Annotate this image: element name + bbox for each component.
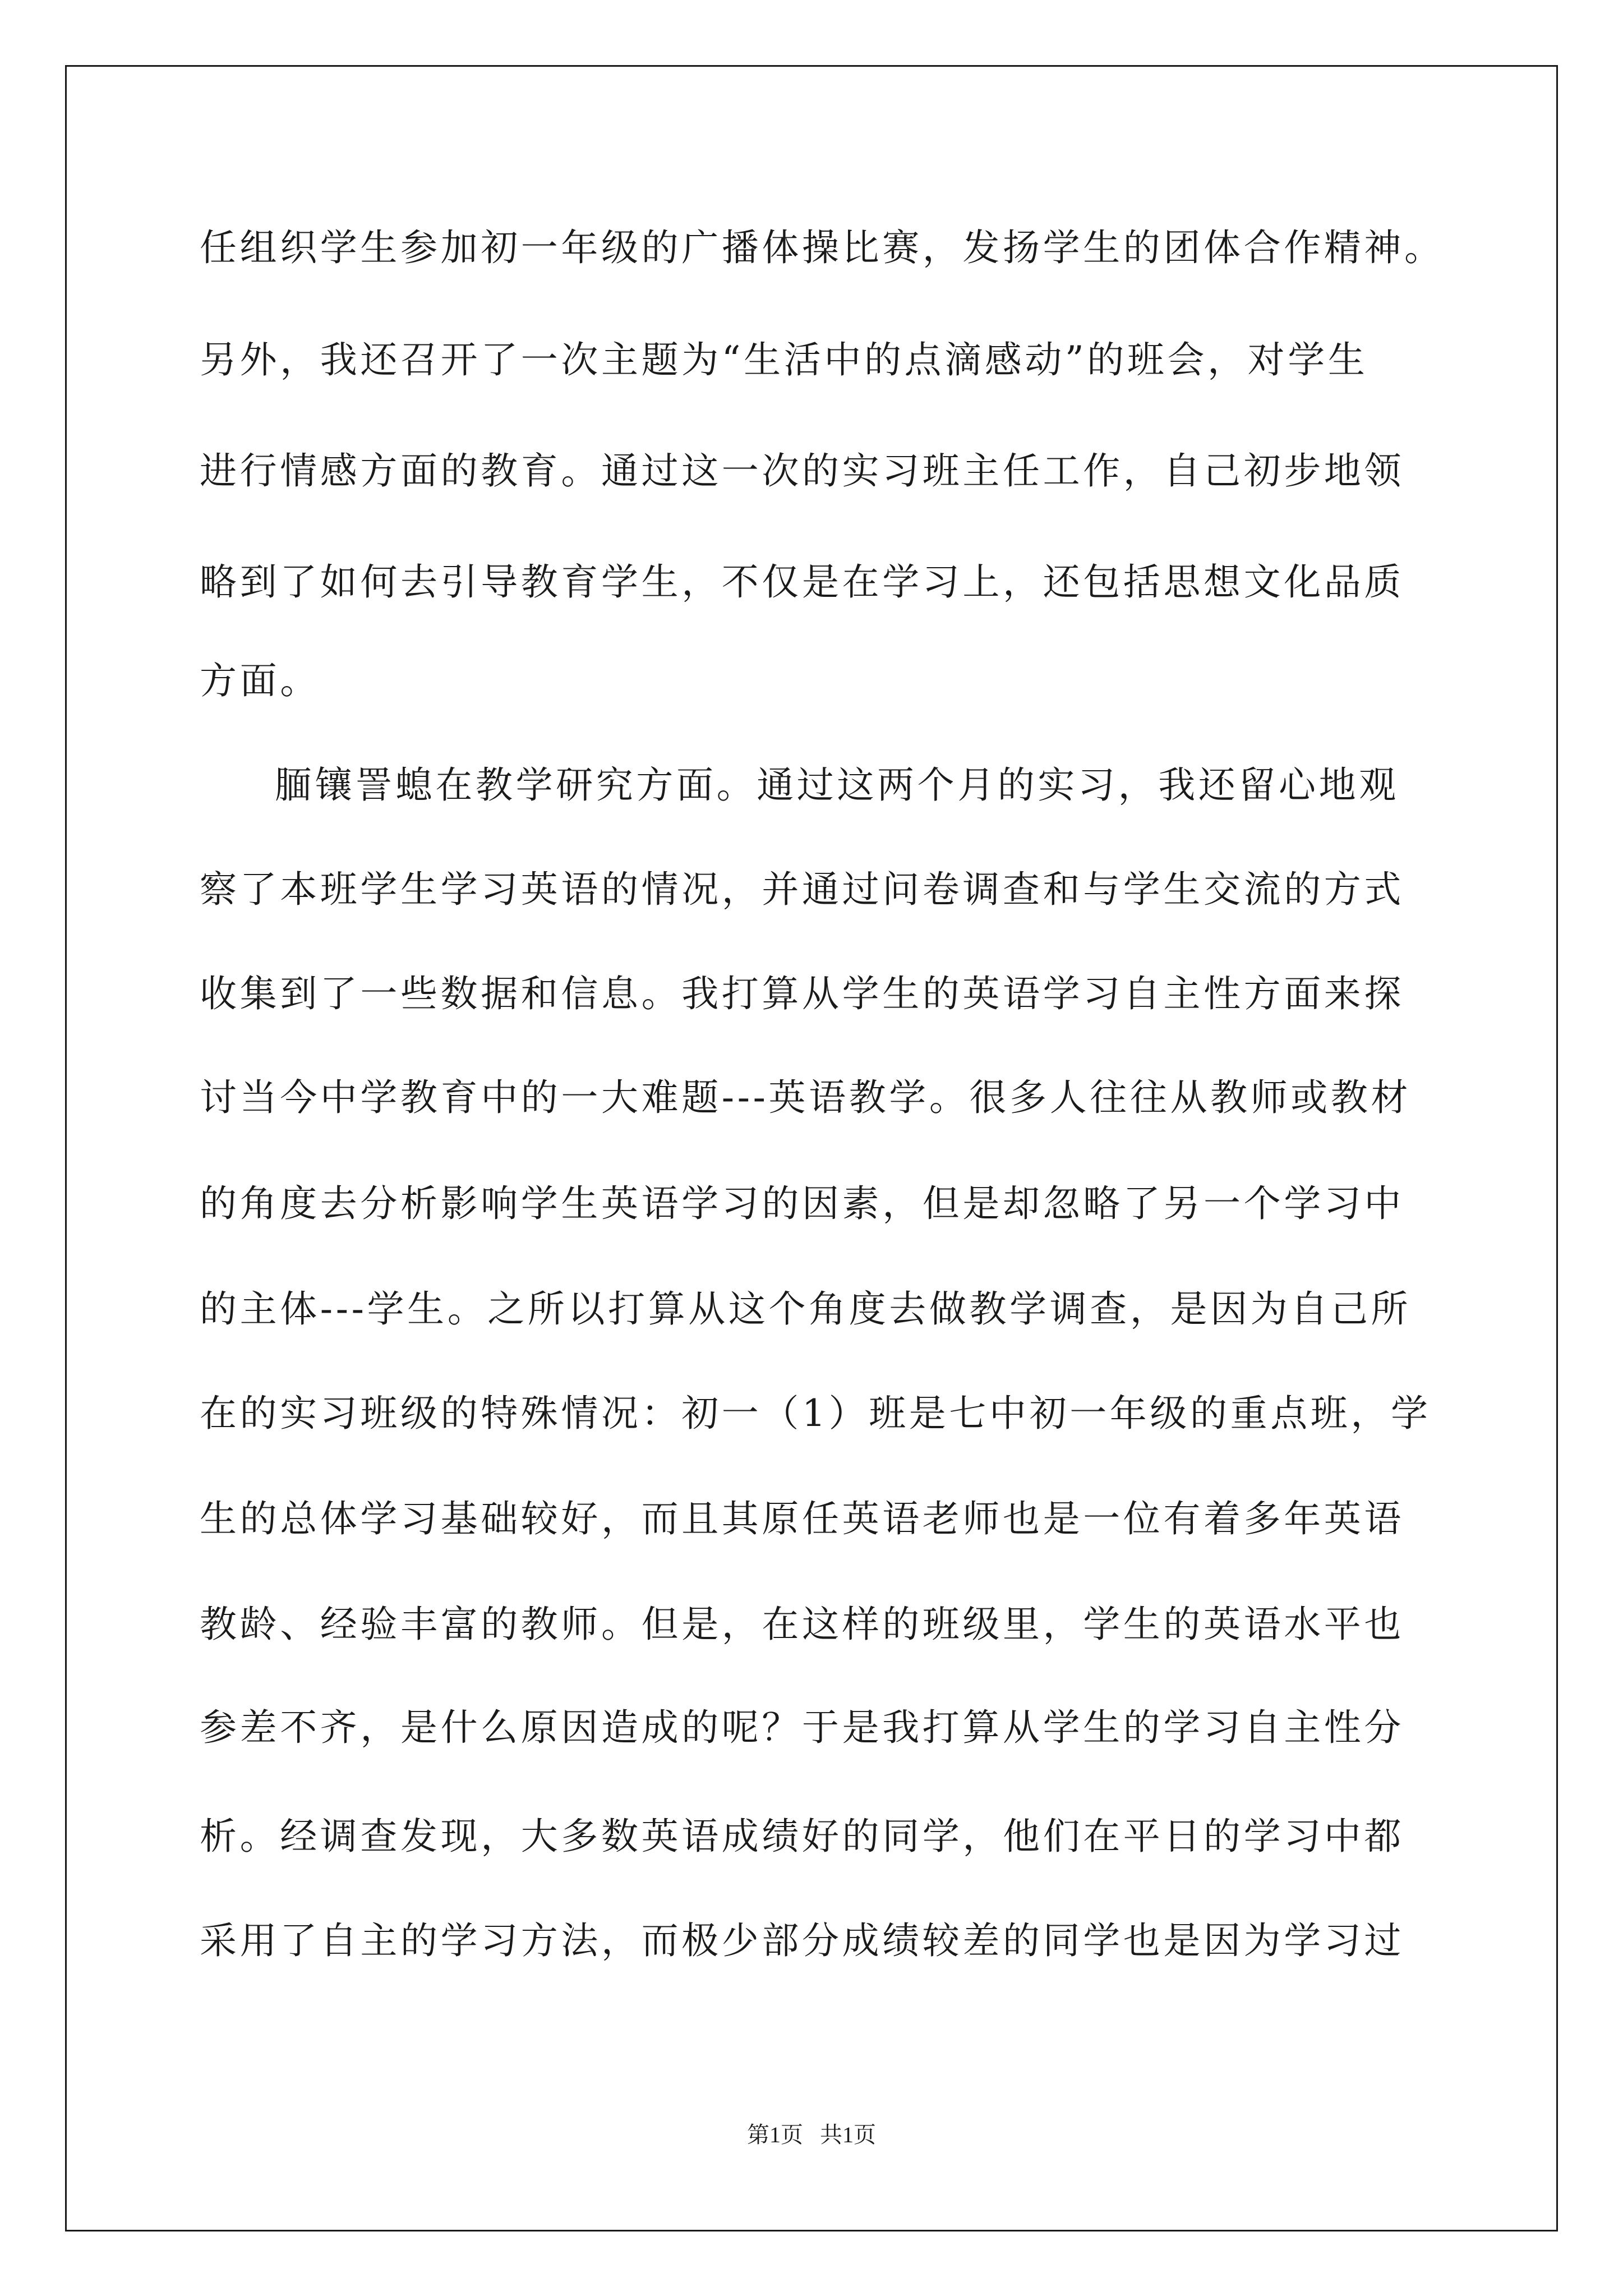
body-text-line: 方面。 [200, 659, 320, 702]
body-text-line: 析。经调查发现，大多数英语成绩好的同学，他们在平日的学习中都 [200, 1815, 1404, 1858]
body-text-line: 任组织学生参加初一年级的广播体操比赛，发扬学生的团体合作精神。 [200, 226, 1445, 269]
body-text-line: 察了本班学生学习英语的情况，并通过问卷调查和与学生交流的方式 [200, 868, 1404, 911]
body-text-line: 收集到了一些数据和信息。我打算从学生的英语学习自主性方面来探 [200, 972, 1404, 1015]
body-text-line: 教龄、经验丰富的教师。但是，在这样的班级里，学生的英语水平也 [200, 1603, 1404, 1646]
body-text-line: 略到了如何去引导教育学生，不仅是在学习上，还包括思想文化品质 [200, 560, 1404, 604]
body-text-line: 参差不齐，是什么原因造成的呢？于是我打算从学生的学习自主性分 [200, 1706, 1404, 1749]
body-text-line: 另外，我还召开了一次主题为“生活中的点滴感动”的班会，对学生 [200, 338, 1368, 381]
body-text-line: 采用了自主的学习方法，而极少部分成绩较差的同学也是因为学习过 [200, 1919, 1404, 1962]
body-text-line: 的角度去分析影响学生英语学习的因素，但是却忽略了另一个学习中 [200, 1182, 1404, 1225]
page-footer: 第1页 共1页 [747, 2122, 876, 2147]
body-text-line: 的主体---学生。之所以打算从这个角度去做教学调查，是因为自己所 [200, 1287, 1412, 1331]
body-text-line: 讨当今中学教育中的一大难题---英语教学。很多人往往从教师或教材 [200, 1076, 1412, 1119]
body-text-line: 进行情感方面的教育。通过这一次的实习班主任工作，自己初步地领 [200, 449, 1404, 493]
body-text-line: 在的实习班级的特殊情况：初一（1）班是七中初一年级的重点班，学 [200, 1392, 1431, 1435]
body-text-line: 生的总体学习基础较好，而且其原任英语老师也是一位有着多年英语 [200, 1497, 1404, 1540]
paragraph-first-line: 腼镶詈螅在教学研究方面。通过这两个月的实习，我还留心地观 [275, 763, 1399, 807]
page-border [65, 65, 1558, 2231]
